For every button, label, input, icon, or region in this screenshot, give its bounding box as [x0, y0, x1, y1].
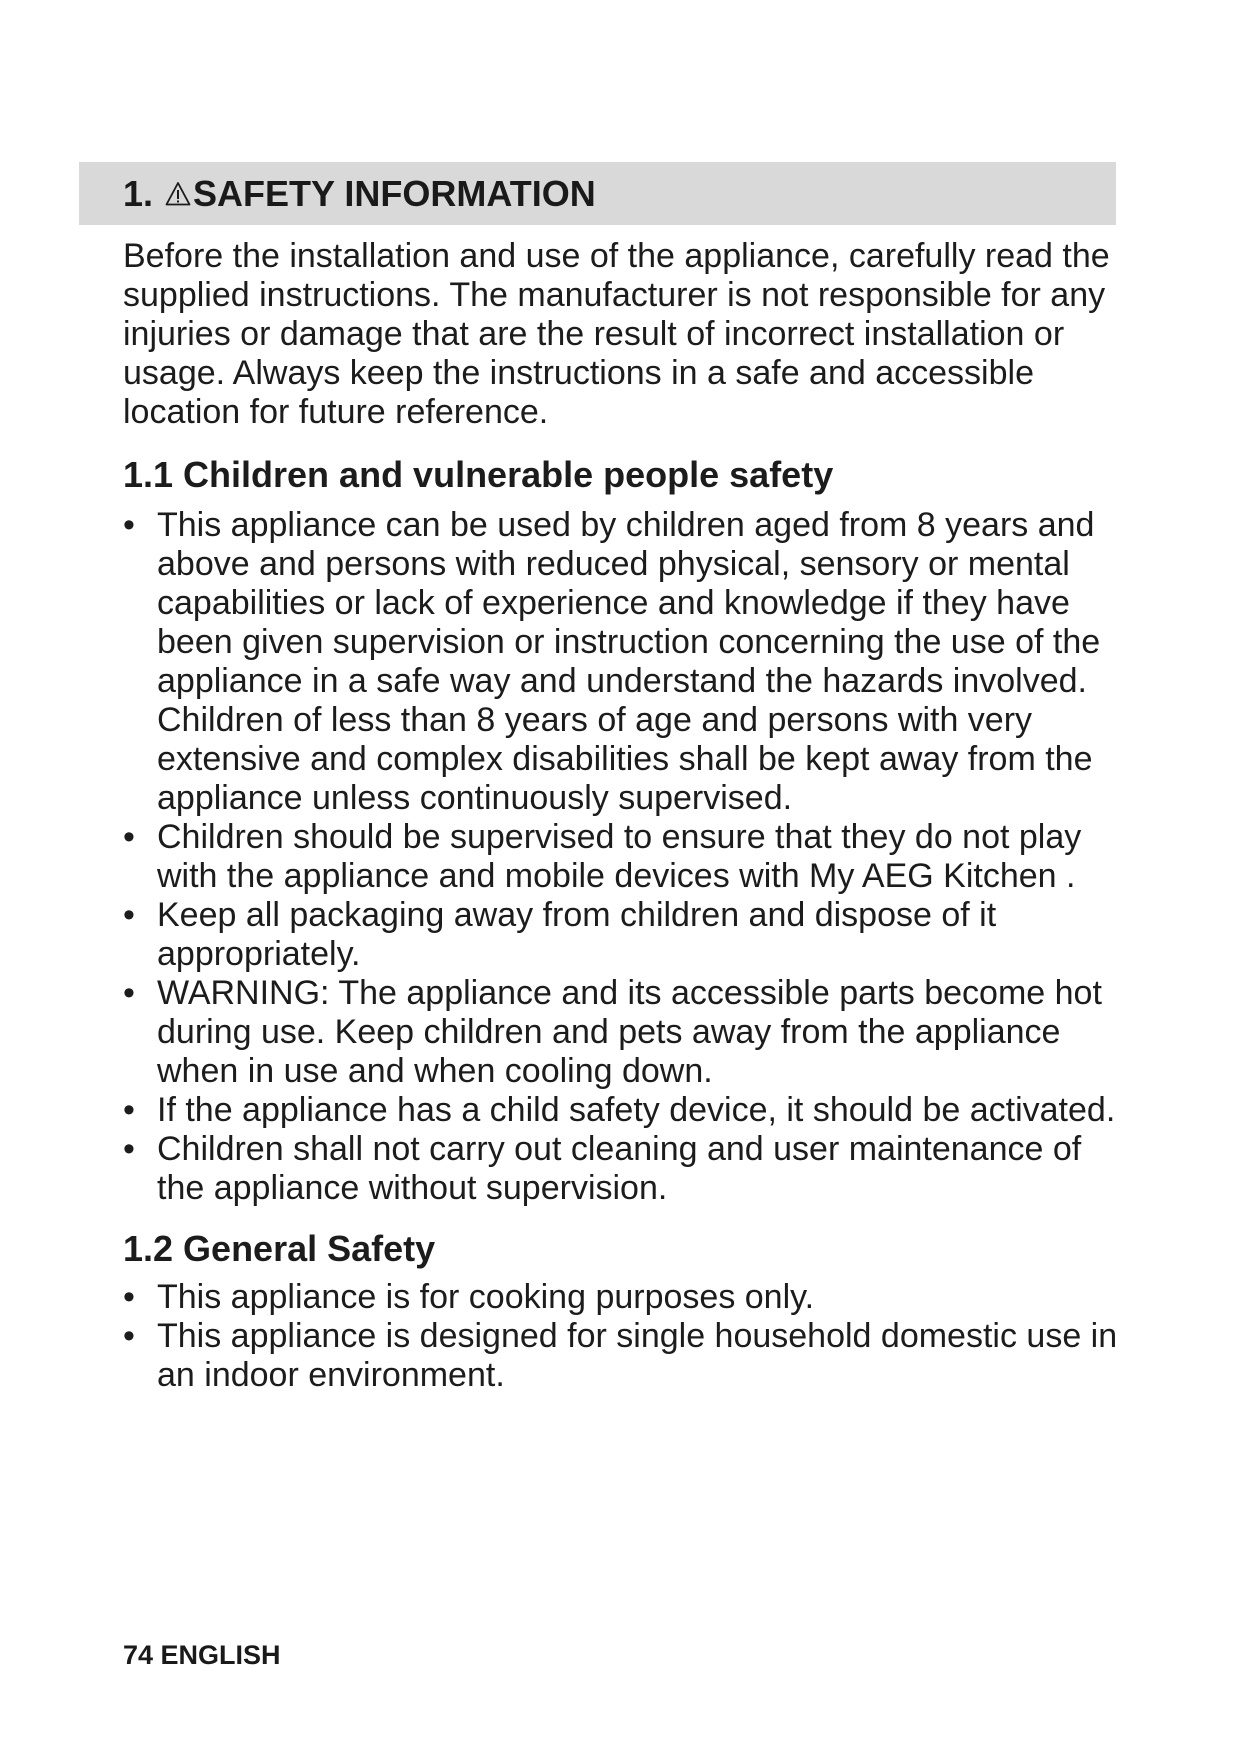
list-item	[123, 974, 1123, 1091]
list-item-text: Children shall not carry out cleaning and user maintenance of the appliance without supervision.	[157, 1130, 1082, 1207]
list-item	[123, 1130, 1123, 1208]
list-item	[123, 1278, 1123, 1317]
warning-triangle-icon	[165, 181, 191, 207]
section-number: 1.	[123, 172, 154, 214]
list-item-text: This appliance is for cooking purposes only.	[157, 1278, 815, 1316]
page-footer: 74 ENGLISH	[123, 1640, 281, 1670]
bullet-icon: •	[123, 1091, 135, 1129]
list-item	[123, 818, 1123, 896]
list-item-text: This appliance is designed for single household domestic use in an indoor environment.	[157, 1317, 1118, 1394]
bullet-icon: •	[123, 1130, 135, 1168]
list-item-text: Children should be supervised to ensure that they do not play with the appliance and mobile devices with My AEG Kitchen .	[157, 818, 1082, 895]
children-safety-list	[123, 506, 1123, 1208]
subsection-title-children: 1.1 Children and vulnerable people safety	[123, 454, 834, 495]
bullet-icon: •	[123, 974, 135, 1012]
section-header-bar	[79, 162, 1116, 225]
list-item	[123, 506, 1123, 818]
bullet-icon: •	[123, 818, 135, 856]
list-item	[123, 896, 1123, 974]
list-item	[123, 1091, 1123, 1130]
bullet-icon: •	[123, 1278, 135, 1316]
subsection-title-general: 1.2 General Safety	[123, 1228, 436, 1269]
list-item-text: If the appliance has a child safety device, it should be activated.	[157, 1091, 1116, 1129]
list-item	[123, 1317, 1123, 1395]
list-item-text: WARNING: The appliance and its accessible parts become hot during use. Keep children and pets away from the appliance when in use and when cooling down.	[157, 974, 1102, 1090]
document-body	[123, 237, 1123, 1395]
section-title-text: SAFETY INFORMATION	[193, 172, 596, 214]
general-safety-list	[123, 1278, 1123, 1395]
section-title	[123, 172, 596, 214]
bullet-icon: •	[123, 896, 135, 934]
list-item-text: This appliance can be used by children aged from 8 years and above and persons with reduced physical, sensory or mental capabilities or lack of experience and knowledge if they have been given supervision or instruction concerning the use of the appliance in a safe way and understand the hazards involved. Children of less than 8 years of age and persons with very extensive and complex disabilities shall be kept away from the appliance unless continuously supervised.	[157, 506, 1101, 817]
list-item-text: Keep all packaging away from children and dispose of it appropriately.	[157, 896, 997, 973]
bullet-icon: •	[123, 1317, 135, 1355]
bullet-icon: •	[123, 506, 135, 544]
intro-paragraph: Before the installation and use of the appliance, carefully read the supplied instructions. The manufacturer is not responsible for any injuries or damage that are the result of incorrect installation or usage. Always keep the instructions in a safe and accessible location for future reference.	[123, 237, 1110, 431]
